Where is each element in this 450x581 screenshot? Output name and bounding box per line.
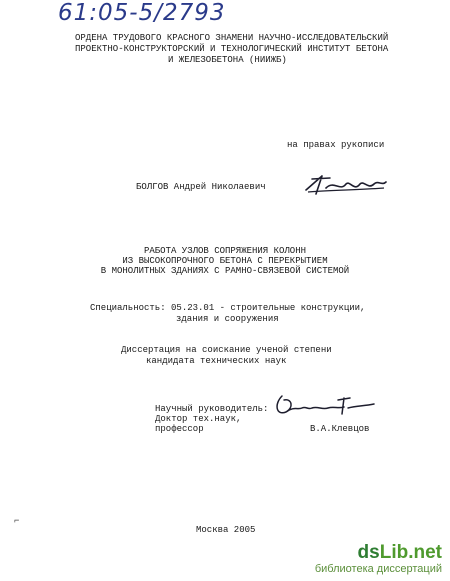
city-year: Москва 2005 xyxy=(196,525,256,535)
advisor-signature-icon xyxy=(268,390,378,422)
author-name: БОЛГОВ Андрей Николаевич xyxy=(136,182,266,192)
institute-line-3: И ЖЕЛЕЗОБЕТОНА (НИИЖБ) xyxy=(168,55,287,65)
watermark xyxy=(315,543,442,575)
manuscript-note: на правах рукописи xyxy=(287,140,385,150)
advisor-name: В.А.Клевцов xyxy=(310,424,370,434)
institute-line-1: ОРДЕНА ТРУДОВОГО КРАСНОГО ЗНАМЕНИ НАУЧНО-ИССЛЕДОВАТЕЛЬСКИЙ xyxy=(75,33,389,43)
watermark-logo-rest: Lib.net xyxy=(379,542,442,563)
specialty-line-1: Специальность: 05.23.01 - строительные конструкции, xyxy=(90,303,366,313)
watermark-logo xyxy=(315,543,442,563)
dissertation-line-1: Диссертация на соискание ученой степени xyxy=(121,345,332,355)
advisor-rank: профессор xyxy=(155,424,204,434)
author-signature-icon xyxy=(300,170,390,200)
dissertation-line-2: кандидата технических наук xyxy=(146,356,287,366)
title-line-2: ИЗ ВЫСОКОПРОЧНОГО БЕТОНА С ПЕРЕКРЫТИЕМ xyxy=(122,256,328,266)
watermark-subtitle: библиотека диссертаций xyxy=(314,563,442,575)
title-line-1: РАБОТА УЗЛОВ СОПРЯЖЕНИЯ КОЛОНН xyxy=(143,246,307,256)
advisor-label: Научный руководитель: xyxy=(155,404,269,414)
advisor-degree: Доктор тех.наук, xyxy=(155,414,242,424)
corner-mark-icon: ⌐ xyxy=(14,516,20,526)
watermark-logo-ds: ds xyxy=(357,542,380,563)
institute-line-2: ПРОЕКТНО-КОНСТРУКТОРСКИЙ И ТЕХНОЛОГИЧЕСКИЙ ИНСТИТУТ БЕТОНА xyxy=(75,44,389,54)
specialty-line-2: здания и сооружения xyxy=(176,314,279,324)
title-line-3: В МОНОЛИТНЫХ ЗДАНИЯХ С РАМНО-СВЯЗЕВОЙ СИСТЕМОЙ xyxy=(100,266,350,276)
archive-number-handwritten: 61:05-5/2793 xyxy=(58,0,226,26)
